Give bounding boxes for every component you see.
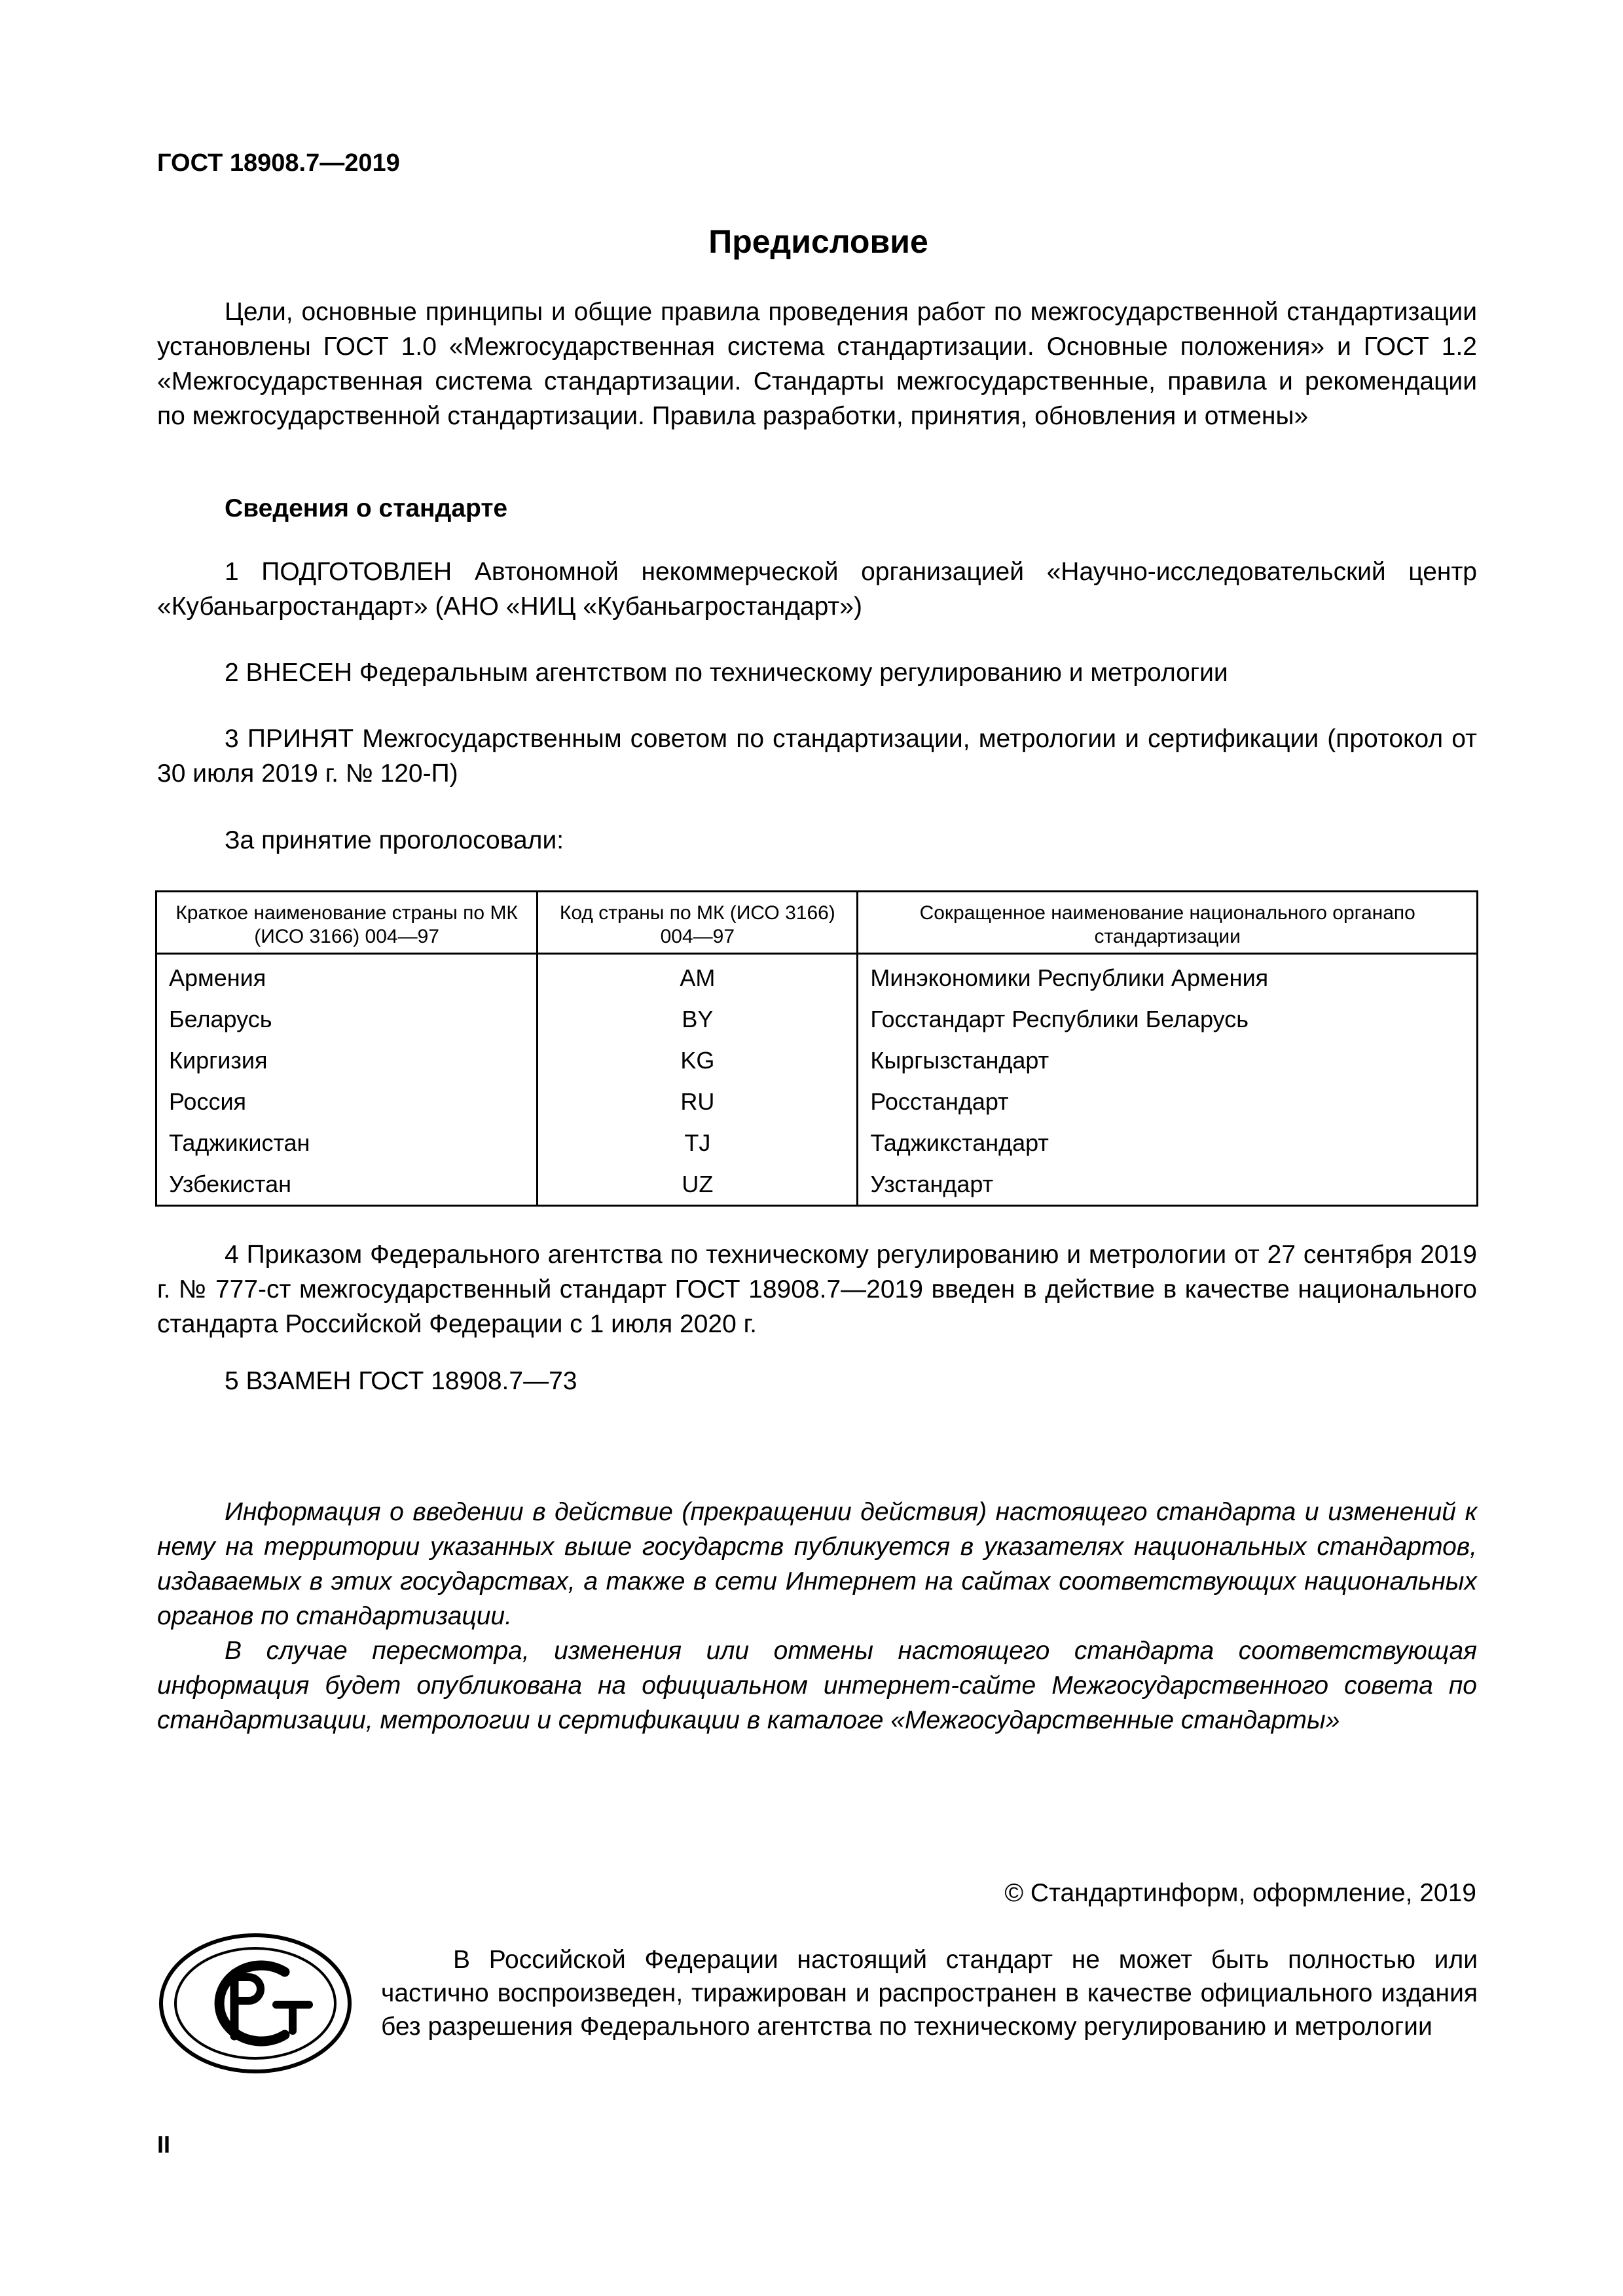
header-code: Код страны по МК (ИСО 3166) 004—97	[538, 892, 858, 954]
intro-paragraph: Цели, основные принципы и общие правила проведения работ по межгосударственной стандартизации установлены ГОСТ 1.0 «Межгосударственная система стандартизации. Основные положения» и ГОСТ 1.2 «Межгосударственная система стандартизации. Стандарты межгосударственные, правила и рекомендации по межгосударственной стандартизации. Правила разработки, принятия, обновления и отмены»	[157, 298, 1477, 430]
cell-code: UZ	[538, 1163, 858, 1206]
standard-code: ГОСТ 18908.7—2019	[157, 149, 400, 177]
item-prepared: 1 ПОДГОТОВЛЕН Автономной некоммерческой организацией «Научно-исследовательский центр «Кубаньагростандарт» (АНО «НИЦ «Кубаньагростандарт»)	[157, 558, 1477, 621]
info-paragraph-2: В случае пересмотра, изменения или отмены настоящего стандарта соответствующая информация будет опубликована на официальном интернет-сайте Межгосударственного совета по стандартизации, метрологии и сертификации в каталоге «Межгосударственные стандарты»	[157, 1637, 1477, 1734]
cell-country: Россия	[156, 1081, 538, 1122]
cell-code: RU	[538, 1081, 858, 1122]
item-order: 4 Приказом Федерального агентства по техническому регулированию и метрологии от 27 сентября 2019 г. № 777-ст межгосударственный стандарт ГОСТ 18908.7—2019 введен в действие в качестве национального стандарта Российской Федерации с 1 июля 2020 г.	[157, 1241, 1477, 1338]
item-introduced: 2 ВНЕСЕН Федеральным агентством по техническому регулированию и метрологии	[225, 659, 1228, 687]
table-row	[156, 1081, 1478, 1122]
cell-country: Беларусь	[156, 998, 538, 1040]
rst-certification-mark-icon	[157, 1931, 354, 2075]
cell-code: BY	[538, 998, 858, 1040]
voted-caption: За принятие проголосовали:	[225, 826, 564, 854]
header-body: Сокращенное наименование национального органапо стандартизации	[858, 892, 1478, 954]
table-row	[156, 1040, 1478, 1081]
page-title: Предисловие	[708, 223, 928, 260]
table-row	[156, 1122, 1478, 1163]
cell-body: Таджикстандарт	[858, 1122, 1478, 1163]
item-adopted: 3 ПРИНЯТ Межгосударственным советом по стандартизации, метрологии и сертификации (протокол от 30 июля 2019 г. № 120-П)	[157, 725, 1477, 788]
table-row	[156, 1163, 1478, 1206]
cell-code: KG	[538, 1040, 858, 1081]
copyright-notice: © Стандартинформ, оформление, 2019	[1004, 1879, 1476, 1907]
cell-body: Госстандарт Республики Беларусь	[858, 998, 1478, 1040]
cell-body: Кыргызстандарт	[858, 1040, 1478, 1081]
cell-code: AM	[538, 954, 858, 999]
voting-table	[155, 890, 1478, 1207]
cell-country: Таджикистан	[156, 1122, 538, 1163]
info-paragraph-1: Информация о введении в действие (прекращении действия) настоящего стандарта и изменений к нему на территории указанных выше государств публикуется в указателях национальных стандартов, издаваемых в этих государствах, а также в сети Интернет на сайтах соответствующих национальных органов по стандартизации.	[157, 1498, 1477, 1630]
table-header-row	[156, 892, 1478, 954]
info-block	[157, 1495, 1477, 1738]
header-country: Краткое наименование страны по МК (ИСО 3166) 004—97	[156, 892, 538, 954]
cell-body: Минэкономики Республики Армения	[858, 954, 1478, 999]
section-heading: Сведения о стандарте	[225, 494, 508, 522]
table-row	[156, 954, 1478, 999]
cell-body: Узстандарт	[858, 1163, 1478, 1206]
cell-country: Армения	[156, 954, 538, 999]
cell-code: TJ	[538, 1122, 858, 1163]
table-row	[156, 998, 1478, 1040]
item-replaces: 5 ВЗАМЕН ГОСТ 18908.7—73	[225, 1367, 577, 1395]
page-number: II	[157, 2131, 171, 2158]
cell-country: Узбекистан	[156, 1163, 538, 1206]
cell-body: Росстандарт	[858, 1081, 1478, 1122]
cell-country: Киргизия	[156, 1040, 538, 1081]
rights-notice: В Российской Федерации настоящий стандарт не может быть полностью или частично воспроизведен, тиражирован и распространен в качестве официального издания без разрешения Федерального агентства по техническому регулированию и метрологии	[381, 1946, 1478, 2041]
